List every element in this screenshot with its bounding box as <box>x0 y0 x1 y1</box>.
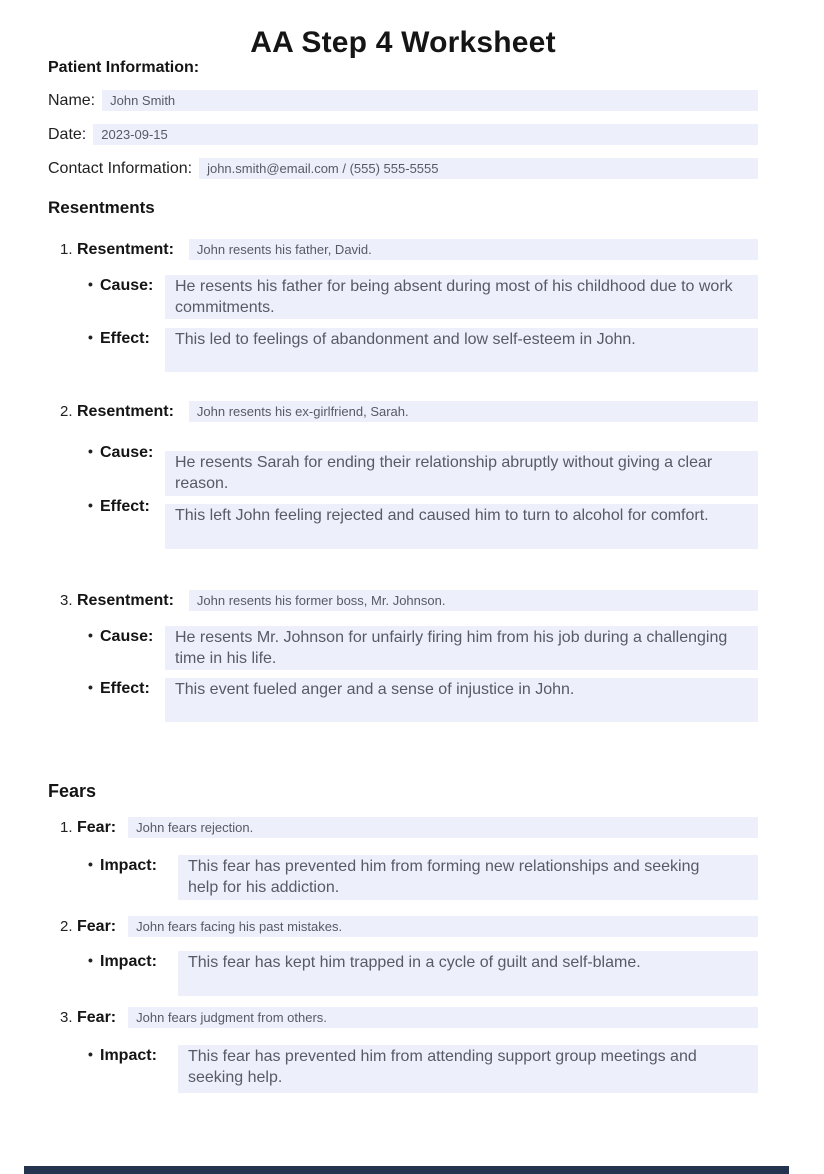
fear-label: Fear: <box>77 917 117 935</box>
bullet-marker: • <box>88 1046 93 1062</box>
cause-2-textarea[interactable] <box>165 451 758 496</box>
effect-3-value: This event fueled anger and a sense of injustice in John. <box>175 681 575 698</box>
cause-3-value: He resents Mr. Johnson for unfairly firing him from his job during a challenging time in his life. <box>175 629 728 667</box>
impact-row-1 <box>88 855 758 900</box>
item-number: 3. <box>60 592 73 609</box>
resentment-label: Resentment: <box>77 591 174 609</box>
resentment-label: Resentment: <box>77 402 174 420</box>
fear-item-3 <box>60 1007 758 1028</box>
cause-label: Cause: <box>100 444 154 461</box>
contact-label: Contact Information: <box>48 159 193 177</box>
effect-row-1 <box>88 328 758 372</box>
cause-3-textarea[interactable] <box>165 626 758 670</box>
impact-row-3 <box>88 1045 758 1093</box>
impact-row-2 <box>88 951 758 996</box>
contact-value: john.smith@email.com / (555) 555-5555 <box>207 161 439 176</box>
date-label: Date: <box>48 125 87 143</box>
contact-field[interactable] <box>199 158 758 179</box>
resentment-1-field[interactable] <box>189 239 758 260</box>
item-number: 3. <box>60 1009 73 1026</box>
contact-row <box>48 158 758 179</box>
cause-1-textarea[interactable] <box>165 275 758 319</box>
fear-2-value: John fears facing his past mistakes. <box>136 919 343 934</box>
date-value: 2023-09-15 <box>101 127 168 142</box>
effect-label: Effect: <box>100 680 150 697</box>
bullet-marker: • <box>88 443 93 459</box>
resentment-1-value: John resents his father, David. <box>196 242 372 257</box>
bullet-marker: • <box>88 329 93 345</box>
item-number: 1. <box>60 241 73 258</box>
fear-1-value: John fears rejection. <box>136 820 254 835</box>
bullet-marker: • <box>88 497 93 513</box>
effect-label: Effect: <box>100 330 150 347</box>
resentment-label: Resentment: <box>77 240 174 258</box>
name-row <box>48 90 758 111</box>
effect-row-2 <box>88 496 758 549</box>
fear-3-value: John fears judgment from others. <box>136 1010 327 1025</box>
impact-3-textarea[interactable] <box>178 1045 758 1093</box>
resentment-item-1 <box>60 239 758 260</box>
effect-label: Effect: <box>100 498 150 515</box>
page-title: AA Step 4 Worksheet <box>250 26 556 59</box>
name-value: John Smith <box>110 93 176 108</box>
bullet-marker: • <box>88 276 93 292</box>
item-number: 2. <box>60 918 73 935</box>
cause-row-1 <box>88 275 758 319</box>
bullet-marker: • <box>88 679 93 695</box>
cause-label: Cause: <box>100 277 154 294</box>
impact-3-value: This fear has prevented him from attending support group meetings and seeking help. <box>188 1048 697 1086</box>
fear-label: Fear: <box>77 818 117 836</box>
fears-heading: Fears <box>48 781 97 801</box>
effect-3-textarea[interactable] <box>165 678 758 722</box>
cause-row-3 <box>88 626 758 670</box>
impact-2-textarea[interactable] <box>178 951 758 996</box>
date-field[interactable] <box>93 124 758 145</box>
cause-label: Cause: <box>100 628 154 645</box>
fear-2-field[interactable] <box>128 916 758 937</box>
resentment-item-2 <box>60 401 758 422</box>
fear-1-field[interactable] <box>128 817 758 838</box>
item-number: 2. <box>60 403 73 420</box>
impact-label: Impact: <box>100 953 157 970</box>
effect-1-value: This led to feelings of abandonment and low self-esteem in John. <box>175 331 636 348</box>
name-label: Name: <box>48 91 96 109</box>
resentments-heading: Resentments <box>48 198 155 217</box>
impact-label: Impact: <box>100 1047 157 1064</box>
item-number: 1. <box>60 819 73 836</box>
effect-2-textarea[interactable] <box>165 504 758 549</box>
name-field[interactable] <box>102 90 758 111</box>
bullet-marker: • <box>88 952 93 968</box>
cause-1-value: He resents his father for being absent during most of his childhood due to work commitments. <box>175 278 733 316</box>
resentment-3-field[interactable] <box>189 590 758 611</box>
bullet-marker: • <box>88 856 93 872</box>
fear-item-2 <box>60 916 758 937</box>
impact-label: Impact: <box>100 857 157 874</box>
impact-2-value: This fear has kept him trapped in a cycle of guilt and self-blame. <box>188 954 641 971</box>
cause-row-2 <box>88 442 758 496</box>
patient-info-heading: Patient Information: <box>48 59 200 76</box>
resentment-3-value: John resents his former boss, Mr. Johnson. <box>196 593 446 608</box>
resentment-2-value: John resents his ex-girlfriend, Sarah. <box>196 404 409 419</box>
effect-1-textarea[interactable] <box>165 328 758 372</box>
effect-2-value: This left John feeling rejected and caused him to turn to alcohol for comfort. <box>175 507 709 524</box>
bullet-marker: • <box>88 627 93 643</box>
resentment-2-field[interactable] <box>189 401 758 422</box>
cause-2-value: He resents Sarah for ending their relationship abruptly without giving a clear reason. <box>175 454 713 492</box>
date-row <box>48 124 758 145</box>
fear-item-1 <box>60 817 758 838</box>
impact-1-textarea[interactable] <box>178 855 758 900</box>
resentment-item-3 <box>60 590 758 611</box>
next-table-top-edge <box>24 1166 789 1174</box>
fear-3-field[interactable] <box>128 1007 758 1028</box>
fear-label: Fear: <box>77 1008 117 1026</box>
impact-1-value: This fear has prevented him from forming new relationships and seeking help for his addiction. <box>188 858 700 896</box>
effect-row-3 <box>88 678 758 722</box>
